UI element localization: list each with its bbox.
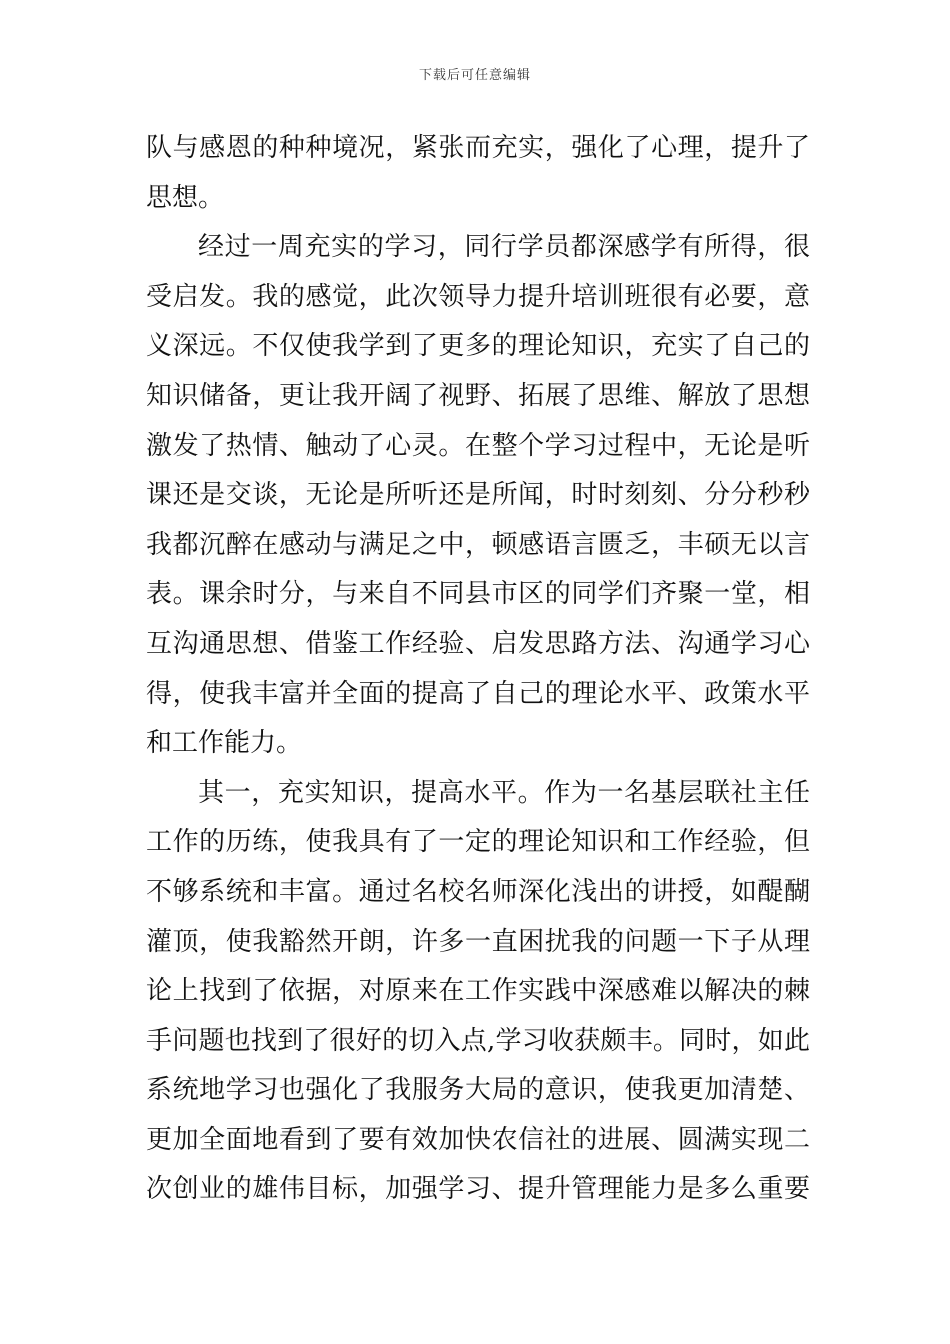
text-line: 灌顶，使我豁然开朗，许多一直困扰我的问题一下子从理	[146, 926, 810, 957]
text-line: 表。课余时分，与来自不同县市区的同学们齐聚一堂，相	[146, 579, 810, 610]
text-line: 义深远。不仅使我学到了更多的理论知识，充实了自己的	[146, 331, 810, 362]
text-line: 手问题也找到了很好的切入点,学习收获颇丰。同时，如此	[146, 1025, 810, 1056]
text-line: 思想。	[146, 182, 225, 213]
document-body	[146, 124, 810, 1215]
text-line: 我都沉醉在感动与满足之中，顿感语言匮乏，丰硕无以言	[146, 529, 810, 560]
text-line: 系统地学习也强化了我服务大局的意识，使我更加清楚、	[146, 1075, 810, 1106]
text-line: 课还是交谈，无论是所听还是所闻，时时刻刻、分分秒秒	[146, 480, 810, 511]
text-line: 工作的历练，使我具有了一定的理论知识和工作经验，但	[146, 827, 810, 858]
text-line: 队与感恩的种种境况，紧张而充实，强化了心理，提升了	[146, 133, 810, 163]
text-line: 次创业的雄伟目标，加强学习、提升管理能力是多么重要	[146, 1174, 810, 1205]
text-line: 更加全面地看到了要有效加快农信社的进展、圆满实现二	[146, 1124, 810, 1155]
text-line: 受启发。我的感觉，此次领导力提升培训班很有必要，意	[146, 281, 810, 312]
page-header: 下载后可任意编辑	[418, 68, 531, 83]
text-line: 得，使我丰富并全面的提高了自己的理论水平、政策水平	[146, 678, 810, 709]
text-line: 其一，充实知识，提高水平。作为一名基层联社主任	[198, 777, 810, 808]
text-line: 经过一周充实的学习，同行学员都深感学有所得，很	[198, 232, 810, 263]
text-line: 论上找到了依据，对原来在工作实践中深感难以解决的棘	[146, 976, 810, 1007]
text-line: 互沟通思想、借鉴工作经验、启发思路方法、沟通学习心	[146, 628, 810, 659]
text-line: 激发了热情、触动了心灵。在整个学习过程中，无论是听	[146, 430, 810, 461]
text-line: 知识储备，更让我开阔了视野、拓展了思维、解放了思想	[146, 380, 810, 411]
text-line: 和工作能力。	[146, 728, 303, 759]
text-line: 不够系统和丰富。通过名校名师深化浅出的讲授，如醍醐	[146, 876, 810, 907]
